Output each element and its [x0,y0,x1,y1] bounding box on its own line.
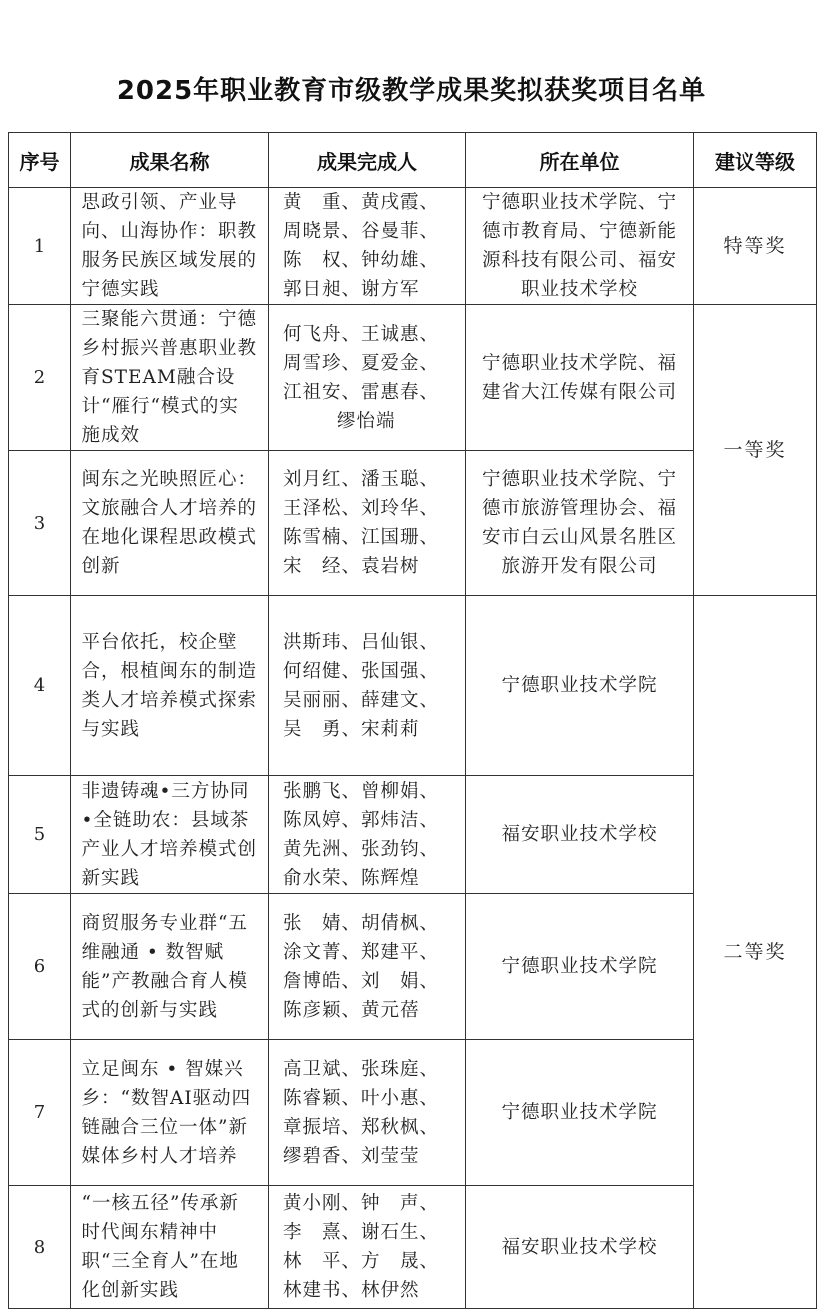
row-people-text [283,628,451,744]
person-line: 洪斯玮、吕仙银、 [283,631,440,653]
row-no [9,451,71,596]
person-line: 江祖安、雷惠春、 [283,381,440,403]
row-unit-text: 宁德职业技术学院 [501,675,658,696]
person-line: 陈雪楠、江国珊、 [283,527,440,548]
row-people [269,1186,466,1309]
row-unit-text: 宁德职业技术学院 [501,1102,658,1123]
row-no [9,596,71,776]
row-no-text: 1 [33,235,46,257]
row-no [9,776,71,894]
person-line: 刘月红、潘玉聪、 [283,469,440,490]
row-no-text: 7 [33,1102,46,1123]
row-name [71,188,269,305]
person-line: 高卫斌、张珠庭、 [283,1058,440,1080]
person-line: 宋 经、袁岩树 [283,556,420,577]
row-name [71,1040,269,1186]
row-name-text: “一核五径”传承新时代闽东精神中职“三全育人”在地化创新实践 [81,1193,239,1301]
row-name-text: 思政引领、产业导向、山海协作：职教服务民族区域发展的宁德实践 [81,192,258,300]
level-text: 一等奖 [723,438,787,461]
row-people [269,305,466,451]
row-no [9,1040,71,1186]
row-people [269,1040,466,1186]
row-people-text [283,188,451,304]
level-text: 特等奖 [723,234,787,257]
level-cell-special [694,188,817,305]
header-unit: 所在单位 [466,133,694,188]
row-name-text: 非遗铸魂•三方协同•全链助农：县域茶产业人才培养模式创新实践 [81,780,258,889]
person-line: 黄 重、黄戌霞、 [283,192,440,213]
row-no [9,1186,71,1309]
person-line: 吴 勇、宋莉莉 [283,718,420,740]
row-unit [466,894,694,1040]
row-unit-text: 宁德职业技术学院 [501,956,658,977]
person-line: 张鹏飞、曾柳娟、 [283,780,440,802]
person-line: 张 婧、胡倩枫、 [283,912,440,934]
person-line: 王泽松、刘玲华、 [283,498,440,519]
row-no [9,188,71,305]
row-people [269,776,466,894]
person-line: 陈凤婷、郭炜洁、 [283,809,440,831]
person-line: 陈睿颖、叶小惠、 [283,1087,440,1109]
level-text: 二等奖 [723,940,787,963]
row-no-text: 2 [33,367,46,388]
row-name [71,305,269,451]
row-people [269,894,466,1040]
row-people-text [283,320,451,436]
row-people [269,596,466,776]
row-unit-text: 福安职业技术学校 [501,824,658,845]
row-name-text: 三聚能六贯通：宁德乡村振兴普惠职业教育STEAM融合设计“雁行“模式的实施成效 [81,309,258,446]
row-unit [466,776,694,894]
awards-table [8,132,817,1309]
row-name-text: 平台依托，校企壁合，根植闽东的制造类人才培养模式探索与实践 [81,631,258,740]
document-title: 2025年职业教育市级教学成果奖拟获奖项目名单 [116,76,707,106]
person-line: 李 熹、谢石生、 [283,1222,440,1243]
row-people-text [283,777,451,893]
person-line: 涂文菁、郑建平、 [283,941,440,963]
row-no-text: 6 [33,956,46,977]
person-line: 何飞舟、王诚惠、 [283,323,440,345]
row-no-text: 8 [33,1236,46,1258]
row-name-text: 商贸服务专业群“五维融通 • 数智赋能”产教融合育人模式的创新与实践 [81,912,248,1021]
person-line: 林 平、方 晟、 [283,1251,440,1272]
person-line: 俞水荣、陈辉煌 [283,867,420,889]
row-unit [466,305,694,451]
person-line: 林建书、林伊然 [283,1280,420,1301]
person-line: 周晓景、谷曼菲、 [283,221,440,242]
header-no: 序号 [9,133,71,188]
person-line: 周雪珍、夏爱金、 [283,352,440,374]
table-header-row [9,133,817,188]
level-cell-first [694,305,817,596]
row-unit [466,596,694,776]
person-line: 何绍健、张国强、 [283,660,440,682]
row-name-text: 立足闽东 • 智媒兴乡：“数智AI驱动四链融合三位一体”新媒体乡村人才培养 [81,1058,252,1167]
row-people-text [283,909,451,1025]
row-unit [466,1040,694,1186]
row-name [71,894,269,1040]
person-line: 缪碧香、刘莹莹 [283,1145,420,1167]
row-no-text: 5 [33,824,46,845]
row-no-text: 4 [33,675,46,696]
level-cell-second [694,596,817,1309]
row-no [9,305,71,451]
row-people-text [283,465,451,581]
person-line: 陈 权、钟幼雄、 [283,250,440,271]
row-unit-text: 宁德职业技术学院、宁德市教育局、宁德新能源科技有限公司、福安职业技术学校 [481,192,677,300]
person-line: 缪怡端 [337,410,396,432]
row-name [71,596,269,776]
row-unit-text: 福安职业技术学校 [501,1236,658,1258]
row-no [9,894,71,1040]
row-name [71,776,269,894]
row-name [71,1186,269,1309]
row-name [71,451,269,596]
person-line: 吴丽丽、薛建文、 [283,689,440,711]
header-people: 成果完成人 [269,133,466,188]
row-no-text: 3 [33,512,46,534]
row-people [269,188,466,305]
table-row [9,596,817,776]
row-people-text [283,1055,451,1171]
row-unit-text: 宁德职业技术学院、宁德市旅游管理协会、福安市白云山风景名胜区旅游开发有限公司 [481,469,677,577]
row-people [269,451,466,596]
row-unit [466,1186,694,1309]
person-line: 黄先洲、张劲钧、 [283,838,440,860]
row-people-text [283,1189,451,1305]
person-line: 章振培、郑秋枫、 [283,1116,440,1138]
row-unit-text: 宁德职业技术学院、福建省大江传媒有限公司 [481,352,677,403]
row-unit [466,188,694,305]
row-unit [466,451,694,596]
table-row [9,188,817,305]
person-line: 陈彦颖、黄元蓓 [283,999,420,1021]
table-row [9,305,817,451]
person-line: 郭日昶、谢方军 [283,279,420,300]
person-line: 黄小刚、钟 声、 [283,1193,440,1214]
row-name-text: 闽东之光映照匠心：文旅融合人才培养的在地化课程思政模式创新 [81,469,258,577]
header-level: 建议等级 [694,133,817,188]
person-line: 詹博皓、刘 娟、 [283,970,440,992]
header-name: 成果名称 [71,133,269,188]
